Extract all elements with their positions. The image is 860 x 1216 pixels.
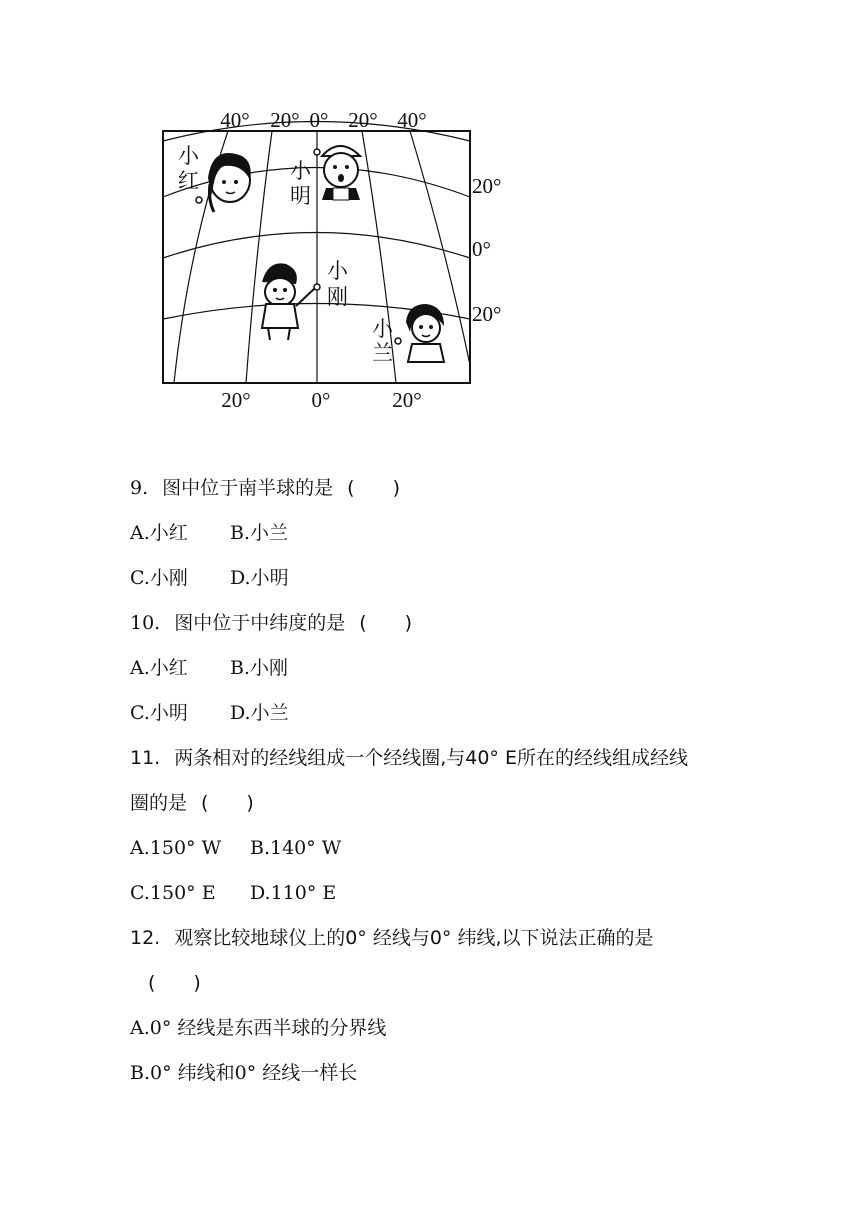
question-9 (130, 466, 770, 511)
bottom-lon-label: 20° (392, 388, 422, 412)
bottom-lon-label: 20° (221, 388, 251, 412)
xiaogang-figure (262, 259, 349, 340)
option-a-row (130, 1006, 386, 1051)
xiaolan-label-2: 兰 (372, 341, 393, 365)
option-b: B.140° W (250, 837, 342, 859)
option-a: A.150° W (130, 837, 222, 859)
options-row (130, 646, 288, 691)
option-c: C.150° E (130, 882, 216, 904)
map-figure (150, 100, 530, 420)
options-row (130, 556, 289, 601)
options-row (130, 871, 336, 916)
option-d: D.小明 (230, 567, 289, 589)
xiaohong-label-2: 红 (178, 169, 199, 193)
answer-blank: ( ) (347, 477, 400, 499)
xiaoming-label-1: 小 (290, 159, 311, 183)
answer-blank: ( ) (359, 612, 413, 634)
question-text: 观察比较地球仪上的0° 经线与0° 纬线,以下说法正确的是 (174, 927, 654, 949)
top-lon-label: 0° (309, 108, 329, 132)
question-11-continued (130, 781, 770, 826)
xiaogang-label-2: 刚 (327, 285, 348, 309)
question-text: 两条相对的经线组成一个经线圈,与40° E所在的经线组成经线 (174, 747, 688, 769)
question-number: 9. (130, 477, 149, 499)
question-12-blank (148, 961, 770, 1006)
xiaohong-label-1: 小 (178, 144, 199, 168)
options-row (130, 691, 289, 736)
question-text-continued: 圈的是 (130, 792, 188, 814)
bottom-lon-label: 0° (311, 388, 331, 412)
question-number: 11. (130, 747, 161, 769)
question-12 (130, 916, 770, 961)
question-11 (130, 736, 770, 781)
option-b: B.0° 纬线和0° 经线一样长 (130, 1062, 358, 1084)
question-number: 12. (130, 927, 161, 949)
position-marker (196, 197, 202, 203)
answer-blank: ( ) (201, 792, 254, 814)
xiaohong-figure (178, 144, 251, 212)
xiaoming-figure (290, 146, 360, 208)
right-lat-label: 20° (472, 174, 502, 198)
options-row (130, 511, 288, 556)
xiaoming-label-2: 明 (290, 184, 311, 208)
graticule-map (150, 100, 530, 420)
option-b: B.小兰 (230, 522, 289, 544)
option-c: C.小明 (130, 702, 188, 724)
option-d: D.小兰 (230, 702, 289, 724)
top-lon-label: 40° (220, 108, 250, 132)
position-marker (314, 149, 320, 155)
xiaogang-label-1: 小 (327, 259, 348, 283)
top-lon-label: 20° (270, 108, 300, 132)
xiaolan-label-1: 小 (372, 317, 393, 341)
top-lon-label: 20° (348, 108, 378, 132)
option-b-row (130, 1051, 357, 1096)
top-lon-label: 40° (397, 108, 427, 132)
question-number: 10. (130, 612, 161, 634)
option-c: C.小刚 (130, 567, 188, 589)
question-text: 图中位于南半球的是 (162, 477, 334, 499)
right-lat-label: 20° (472, 302, 502, 326)
right-lat-label: 0° (472, 237, 491, 261)
answer-blank: ( ) (148, 972, 201, 994)
option-d: D.110° E (250, 882, 337, 904)
position-marker (395, 338, 401, 344)
option-a: A.小红 (130, 522, 188, 544)
xiaolan-figure (372, 304, 444, 365)
question-10 (130, 601, 770, 646)
options-row (130, 826, 341, 871)
position-marker (314, 284, 320, 290)
option-a: A.小红 (130, 657, 188, 679)
option-b: B.小刚 (230, 657, 289, 679)
option-a: A.0° 经线是东西半球的分界线 (130, 1017, 387, 1039)
question-text: 图中位于中纬度的是 (174, 612, 346, 634)
